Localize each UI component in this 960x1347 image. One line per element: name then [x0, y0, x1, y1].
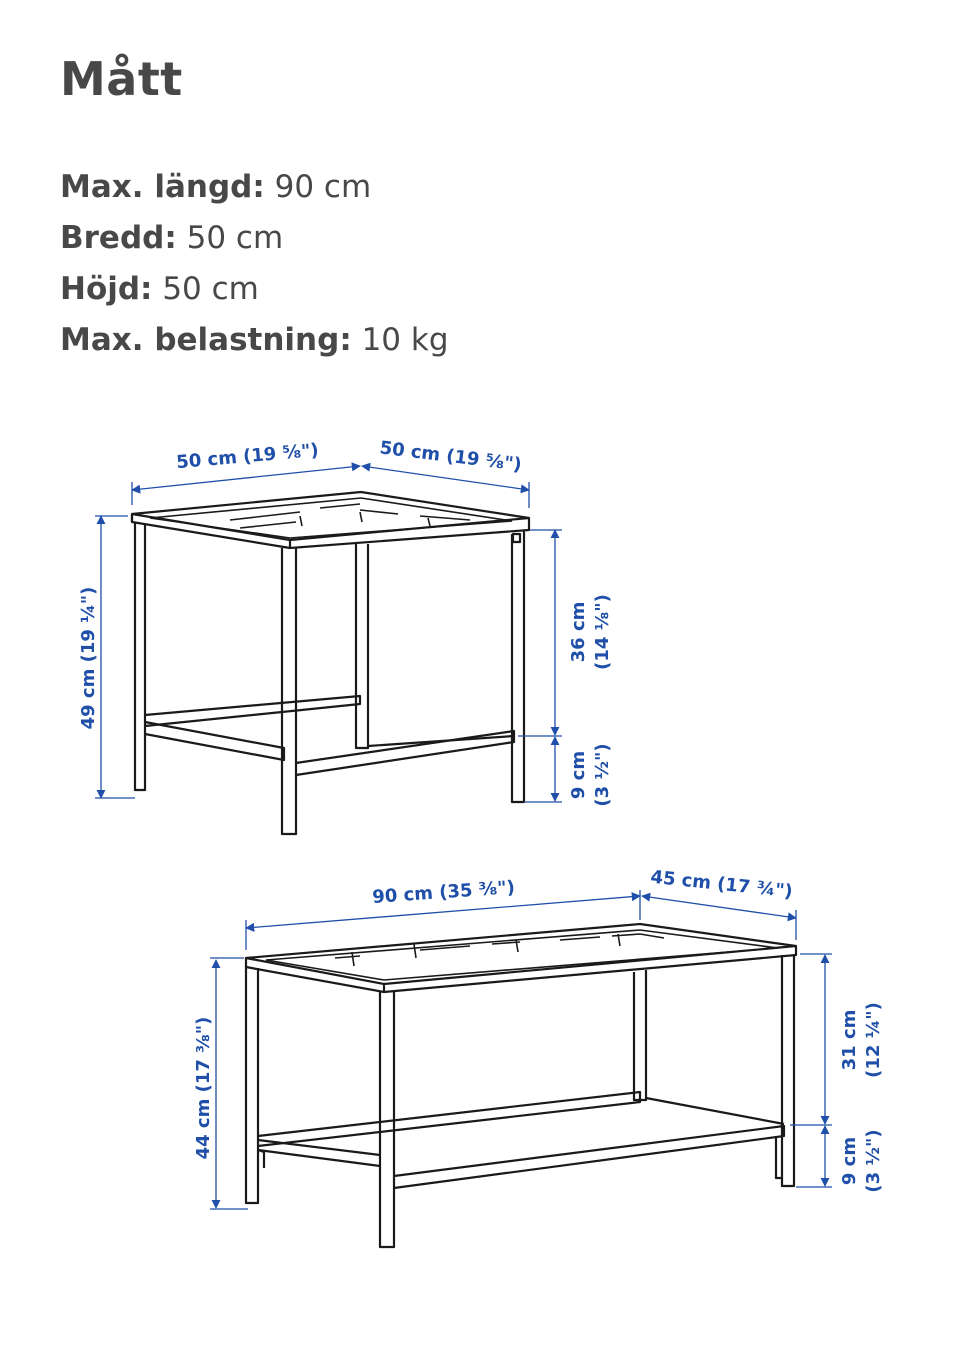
small-lower-height-cm-label: 9 cm	[568, 750, 589, 800]
small-table-drawing	[132, 492, 529, 834]
page-title: Mått	[60, 52, 183, 106]
large-upper-height-cm-label: 31 cm	[839, 1009, 860, 1071]
large-length-label: 90 cm (35 ⅜")	[371, 877, 516, 908]
large-height-total-label: 44 cm (17 ⅜")	[193, 1016, 214, 1160]
small-width-right-label: 50 cm (19 ⅝")	[378, 437, 523, 476]
small-width-left-label: 50 cm (19 ⅝")	[175, 439, 320, 474]
large-upper-height-in-label: (12 ¼")	[863, 1002, 884, 1078]
spec-value: 50 cm	[186, 220, 284, 256]
spec-label: Höjd:	[60, 271, 153, 307]
spec-value: 90 cm	[274, 169, 372, 205]
large-lower-height-cm-label: 9 cm	[839, 1136, 860, 1186]
spec-label: Max. längd:	[60, 169, 265, 205]
small-height-total-label: 49 cm (19 ¼")	[78, 586, 99, 730]
large-table-drawing	[246, 924, 796, 1247]
small-upper-height-cm-label: 36 cm	[568, 601, 589, 663]
spec-label: Bredd:	[60, 220, 177, 256]
spec-label: Max. belastning:	[60, 322, 352, 358]
small-lower-height-in-label: (3 ½")	[592, 743, 613, 807]
small-upper-height-in-label: (14 ⅛")	[592, 594, 613, 670]
large-depth-label: 45 cm (17 ¾")	[649, 866, 794, 903]
large-lower-height-in-label: (3 ½")	[863, 1129, 884, 1193]
spec-value: 10 kg	[361, 322, 449, 358]
spec-value: 50 cm	[162, 271, 259, 307]
